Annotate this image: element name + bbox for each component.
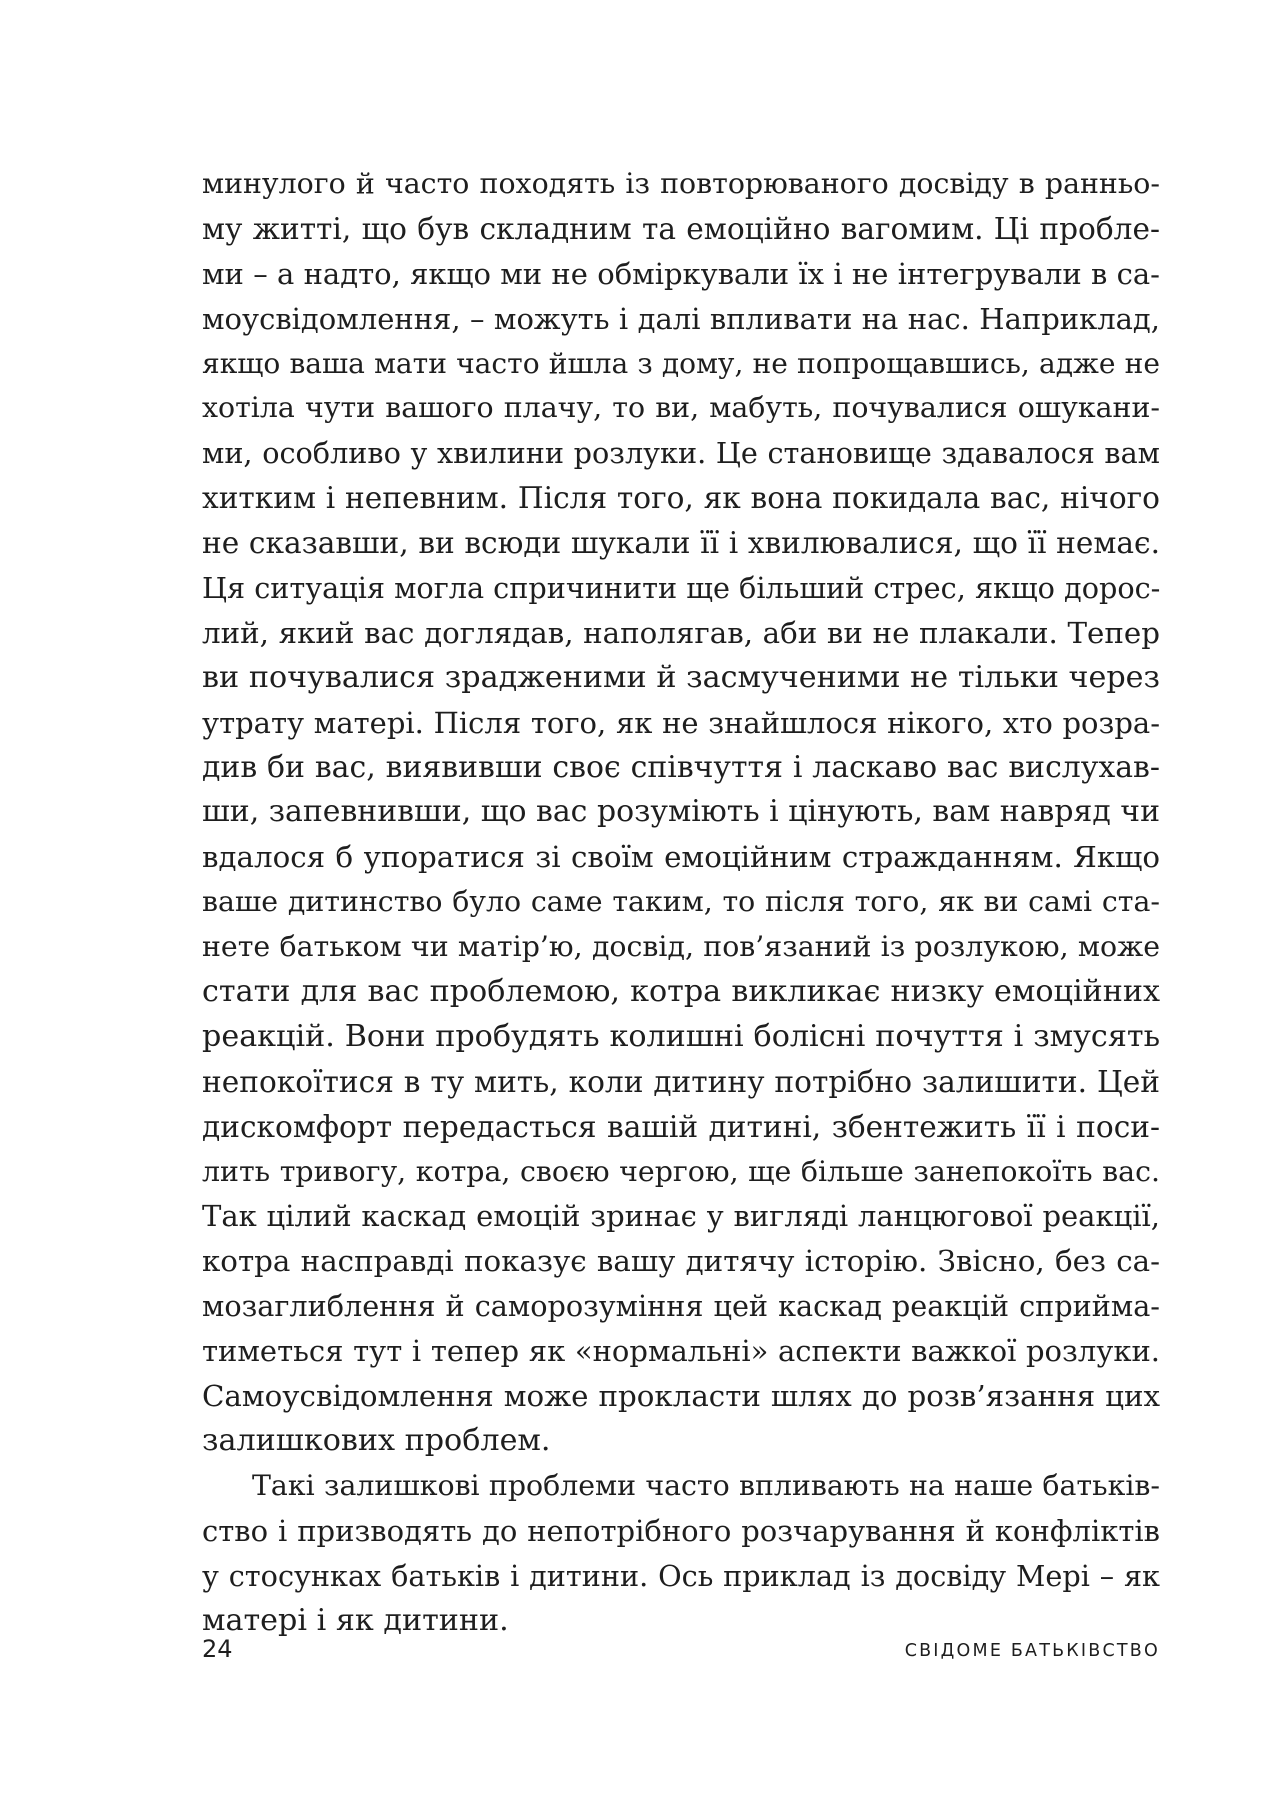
- text-line: дискомфорт передасться вашій дитині, збентежить її і поси-: [202, 1109, 1160, 1144]
- body-text: [202, 162, 1160, 1643]
- text-line: залишкових проблем.: [202, 1422, 551, 1458]
- text-line: ши, запевнивши, що вас розуміють і цінують, вам навряд чи: [202, 794, 1160, 830]
- text-line: стати для вас проблемою, котра викликає низку емоційних: [202, 974, 1160, 1010]
- text-line: мозаглиблення й саморозуміння цей каскад реакцій сприйма-: [202, 1289, 1160, 1324]
- text-line: ми – а надто, якщо ми не обміркували їх і не інтегрували в са-: [202, 256, 1160, 291]
- text-line: ство і призводять до непотрібного розчарування й конфліктів: [202, 1513, 1160, 1548]
- text-line: котра насправді показує вашу дитячу історію. Звісно, без са-: [202, 1244, 1160, 1279]
- text-line: моусвідомлення, – можуть і далі впливати на нас. Наприклад,: [202, 301, 1160, 336]
- text-line: утрату матері. Після того, як не знайшлося нікого, хто розра-: [202, 705, 1160, 740]
- text-line: ваше дитинство було саме таким, то після того, як ви самі ста-: [202, 885, 1160, 919]
- text-line: тиметься тут і тепер як «нормальні» аспекти важкої розлуки.: [202, 1334, 1160, 1369]
- text-line: вдалося б упоратися зі своїм емоційним стражданням. Якщо: [202, 840, 1160, 875]
- paragraph: [202, 162, 1160, 1464]
- text-line: лить тривогу, котра, своєю чергою, ще більше занепокоїть вас.: [202, 1154, 1160, 1188]
- text-line: Ця ситуація могла спричинити ще більший стрес, якщо дорос-: [202, 571, 1161, 606]
- text-line: Самоусвідомлення може прокласти шлях до розв’язання цих: [202, 1379, 1160, 1414]
- text-line: Такі залишкові проблеми часто впливають на наше батьків-: [252, 1468, 1160, 1502]
- text-line: матері і як дитини.: [202, 1602, 509, 1638]
- text-line: не сказавши, ви всюди шукали її і хвилювалися, що її немає.: [202, 526, 1160, 561]
- text-line: му житті, що був складним та емоційно вагомим. Ці пробле-: [202, 211, 1160, 246]
- text-line: у стосунках батьків і дитини. Ось приклад із досвіду Мері – як: [202, 1558, 1160, 1593]
- page-number: 24: [202, 1635, 233, 1663]
- text-line: непокоїтися в ту мить, коли дитину потрібно залишити. Цей: [202, 1064, 1160, 1099]
- text-line: нете батьком чи матір’ю, досвід, пов’язаний із розлукою, може: [202, 930, 1160, 964]
- text-line: хотіла чути вашого плачу, то ви, мабуть, почувалися ошукани-: [202, 391, 1160, 425]
- text-line: реакцій. Вони пробудять колишні болісні почуття і змусять: [202, 1018, 1160, 1054]
- text-line: ви почувалися зрадженими й засмученими не тільки через: [202, 659, 1160, 695]
- text-line: див би вас, виявивши своє співчуття і ласкаво вас вислухав-: [202, 749, 1160, 785]
- page-footer: [202, 1634, 1160, 1674]
- text-line: хитким і непевним. Після того, як вона покидала вас, нічого: [202, 481, 1160, 516]
- text-line: лий, який вас доглядав, наполягав, аби ви не плакали. Тепер: [202, 615, 1160, 650]
- text-line: якщо ваша мати часто йшла з дому, не попрощавшись, адже не: [202, 346, 1160, 380]
- running-title: СВІДОМЕ БАТЬКІВСТВО: [904, 1641, 1160, 1661]
- text-line: Так цілий каскад емоцій зринає у вигляді ланцюгової реакції,: [202, 1199, 1160, 1234]
- text-line: ми, особливо у хвилини розлуки. Це становище здавалося вам: [202, 436, 1160, 471]
- paragraph: [202, 1464, 1160, 1644]
- text-line: минулого й часто походять із повторюваного досвіду в ранньо-: [202, 167, 1160, 200]
